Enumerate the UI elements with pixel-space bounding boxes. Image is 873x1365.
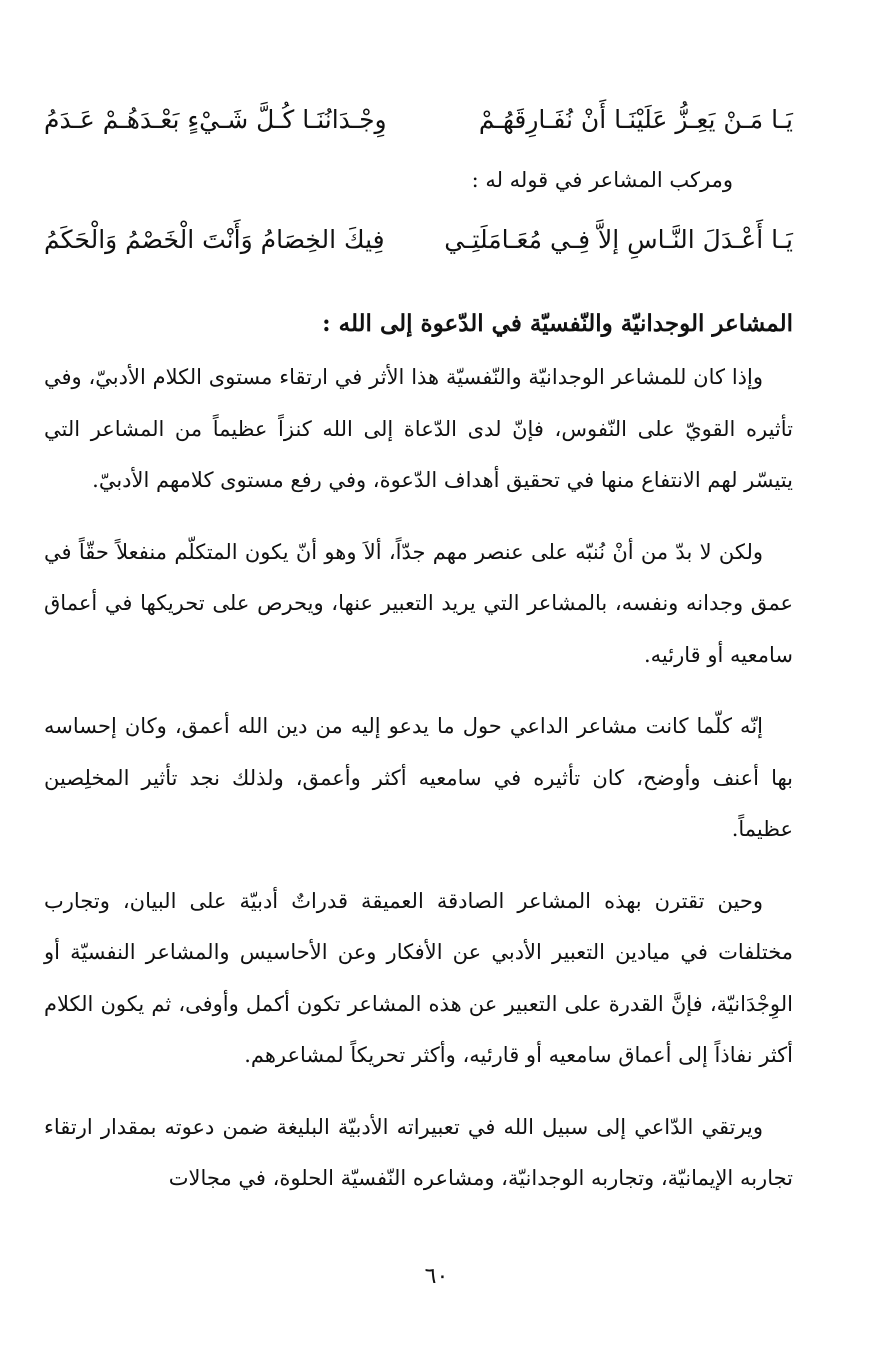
verse-line-1: [44, 98, 793, 142]
paragraph-2: ولكن لا بدّ من أنْ نُنبّه على عنصر مهم جدّاً، ألاَ وهو أنّ يكون المتكلّم منفعلاً حقّاً في عمق وجدانه ونفسه، بالمشاعر التي يريد التعبير عنها، ويحرص على تحريكها في أعماق سامعيه أو قارئيه.: [44, 539, 793, 667]
paragraph-3: إنّه كلّما كانت مشاعر الداعي حول ما يدعو إليه من دين الله أعمق، وكان إحساسه بها أعنف وأوضح، كان تأثيره في سامعيه أكثر وأعمق، ولذلك نجد تأثير المخلِصين عظيماً.: [44, 714, 793, 841]
verse-2-second-hemistich: فِيكَ الخِصَامُ وَأَنْتَ الْخَصْمُ وَالْحَكَمُ: [44, 225, 385, 254]
section-heading: المشاعر الوجدانيّة والنّفسيّة في الدّعوة إلى الله :: [322, 310, 793, 337]
verse-1-first-hemistich: يَـا مَـنْ يَعِـزُّ عَلَيْنَـا أَنْ نُفَـارِقَهُـمْ: [478, 105, 793, 134]
verse-1-second-hemistich: وِجْـدَانُنَـا كُـلَّ شَـيْءٍ بَعْـدَهُـمْ عَـدَمُ: [44, 105, 387, 134]
verse-2-first-hemistich: يَـا أَعْـدَلَ النَّـاسِ إلاَّ فِـي مُعَـامَلَتِـي: [444, 225, 793, 254]
paragraph-4: وحين تقترن بهذه المشاعر الصادقة العميقة قدراتٌ أدبيّة على البيان، وتجارب مختلفات في ميادين التعبير الأدبي عن الأفكار وعن الأحاسيس والمشاعر النفسيّة أو الوِجْدَانيّة، فإنَّ القدرة على التعبير عن هذه المشاعر تكون أكمل وأوفى، ثم يكون الكلام أكثر نفاذاً إلى أعماق سامعيه أو قارئيه، وأكثر تحريكاً لمشاعرهم.: [44, 888, 793, 1067]
page-number: ٦٠: [424, 1264, 449, 1289]
paragraph-1: وإذا كان للمشاعر الوجدانيّة والنّفسيّة هذا الأثر في ارتقاء مستوى الكلام الأدبيّ، وفي تأثيره القويّ على النّفوس، فإنّ لدى الدّعاة إلى الله كنزاً عظيماً من المشاعر التي يتيسّر لهم الانتفاع منها في تحقيق أهداف الدّعوة، وفي رفع مستوى كلامهم الأدبيّ.: [44, 365, 793, 492]
page-body: [44, 98, 793, 1205]
verse-line-2: [44, 218, 793, 262]
verse-intro-line: ومركب المشاعر في قوله له :: [471, 168, 733, 192]
paragraph-5: ويرتقي الدّاعي إلى سبيل الله في تعبيراته الأدبيّة البليغة ضمن دعوته بمقدار ارتقاء تجاربه الإيمانيّة، وتجاربه الوجدانيّة، ومشاعره النّفسيّة الحلوة، في مجالات: [44, 1114, 793, 1190]
